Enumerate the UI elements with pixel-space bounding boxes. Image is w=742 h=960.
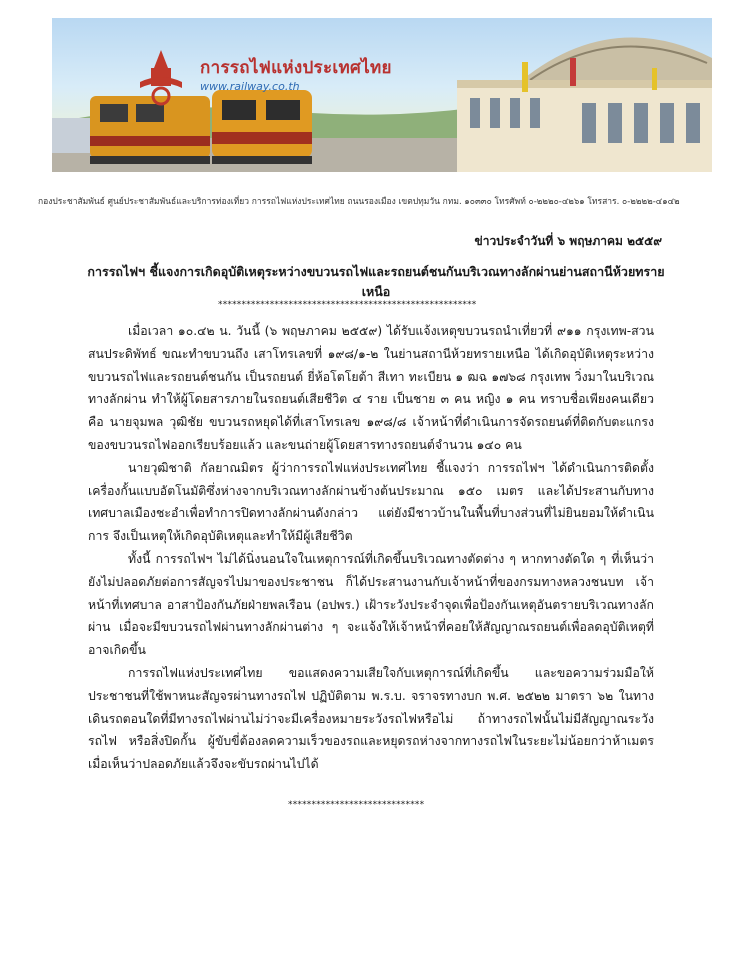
paragraph: นายวุฒิชาติ กัลยาณมิตร ผู้ว่าการรถไฟแห่งประเทศไทย ชี้แจงว่า การรถไฟฯ ได้ดำเนินการติดตั้งเครื่องกั้นแบบอัตโนมัติซึ่งห่างจากบริเวณทางลักผ่านข้างต้นประมาณ ๑๕๐ เมตร และได้ประสานกับทางเทศบาลเมืองชะอำเพื่อทำการปิดทางลักผ่านดังกล่าว แต่ยังมีชาวบ้านในพื้นที่บางส่วนที่ไม่ยินยอมให้ดำเนินการ จึงเป็นเหตุให้เกิดอุบัติเหตุและทำให้มีผู้เสียชีวิต [88, 460, 654, 544]
separator-bottom: ***************************** [288, 800, 425, 810]
website-link[interactable]: www.railway.co.th [200, 80, 300, 93]
train-right [212, 90, 312, 164]
headline: การรถไฟฯ ชี้แจงการเกิดอุบัติเหตุระหว่างขบวนรถไฟและรถยนต์ชนกันบริเวณทางลักผ่านย่านสถานีห้วยทรายเหนือ [87, 264, 665, 299]
separator-top: ******************************************************* [218, 300, 477, 310]
article-body [88, 320, 654, 776]
header-banner [52, 18, 712, 172]
paragraph: การรถไฟแห่งประเทศไทย ขอแสดงความเสียใจกับเหตุการณ์ที่เกิดขึ้น และขอความร่วมมือให้ประชาชนที่ใช้พาหนะสัญจรผ่านทางรถไฟ ปฏิบัติตาม พ.ร.บ. จราจรทางบก พ.ศ. ๒๕๒๒ มาตรา ๖๒ ในทางเดินรถตอนใดที่มีทางรถไฟผ่านไม่ว่าจะมีเครื่องหมายระวังรถไฟหรือไม่ ถ้าทางรถไฟนั้นไม่มีสัญญาณระวังรถไฟ หรือสิ่งปิดกั้น ผู้ขับขี่ต้องลดความเร็วของรถและหยุดรถห่างจากทางรถไฟในระยะไม่น้อยกว่าห้าเมตร เมื่อเห็นว่าปลอดภัยแล้วจึงจะขับรถผ่านไปได้ [88, 665, 654, 772]
paragraph: ทั้งนี้ การรถไฟฯ ไม่ได้นิ่งนอนใจในเหตุการณ์ที่เกิดขึ้นบริเวณทางตัดต่าง ๆ หากทางตัดใด ๆ ที่เห็นว่ายังไม่ปลอดภัยต่อการสัญจรไปมาของประชาชน ก็ได้ประสานงานกับเจ้าหน้าที่ของกรมทางหลวงชนบท เจ้าหน้าที่เทศบาล อาสาป้องกันภัยฝ่ายพลเรือน (อปพร.) เฝ้าระวังประจำจุดเพื่อป้องกันเหตุอันตรายบริเวณทางลักผ่าน เมื่อจะมีขบวนรถไฟผ่านทางลักผ่านต่าง ๆ จะแจ้งให้เจ้าหน้าที่คอยให้สัญญาณรถยนต์เพื่อลดอุบัติเหตุที่อาจเกิดขึ้น [88, 551, 654, 658]
org-name: การรถไฟแห่งประเทศไทย [200, 58, 392, 78]
srt-emblem-icon [138, 48, 184, 106]
station-building [457, 38, 712, 172]
contact-line: กองประชาสัมพันธ์ ศูนย์ประชาสัมพันธ์และบริการท่องเที่ยว การรถไฟแห่งประเทศไทย ถนนรองเมือง เขตปทุมวัน กทม. ๑๐๓๓๐ โทรศัพท์ ๐-๒๒๒๐-๔๒๖๑ โทรสาร. ๐-๒๒๒๒-๔๑๔๒ [38, 197, 680, 207]
release-date: ข่าวประจำวันที่ ๖ พฤษภาคม ๒๕๕๙ [474, 234, 662, 248]
paragraph: เมื่อเวลา ๑๐.๔๒ น. วันนี้ (๖ พฤษภาคม ๒๕๕๙) ได้รับแจ้งเหตุขบวนรถนำเที่ยวที่ ๙๑๑ กรุงเทพ-สวนสนประดิพัทธ์ ขณะทำขบวนถึง เสาโทรเลขที่ ๑๙๘/๑-๒ ในย่านสถานีห้วยทรายเหนือ ได้เกิดอุบัติเหตุระหว่างขบวนรถไฟและรถยนต์ชนกัน เป็นรถยนต์ ยี่ห้อโตโยต้า สีเทา ทะเบียน ๑ ฒฉ ๑๗๖๘ กรุงเทพ วิ่งมาในบริเวณทางลักผ่าน ทำให้ผู้โดยสารภายในรถยนต์เสียชีวิต ๔ ราย เป็นชาย ๓ คน หญิง ๑ คน ทราบชื่อเพียงคนเดียว คือ นายจุมพล วุฒิชัย ขบวนรถหยุดได้ที่เสาโทรเลข ๑๙๘/๘ เจ้าหน้าที่ดำเนินการจัดรถยนต์ที่ติดกับตะแกรงของขบวนรถไฟออกเรียบร้อยแล้ว และขนถ่ายผู้โดยสารทางรถยนต์จำนวน ๑๔๐ คน [88, 324, 654, 452]
